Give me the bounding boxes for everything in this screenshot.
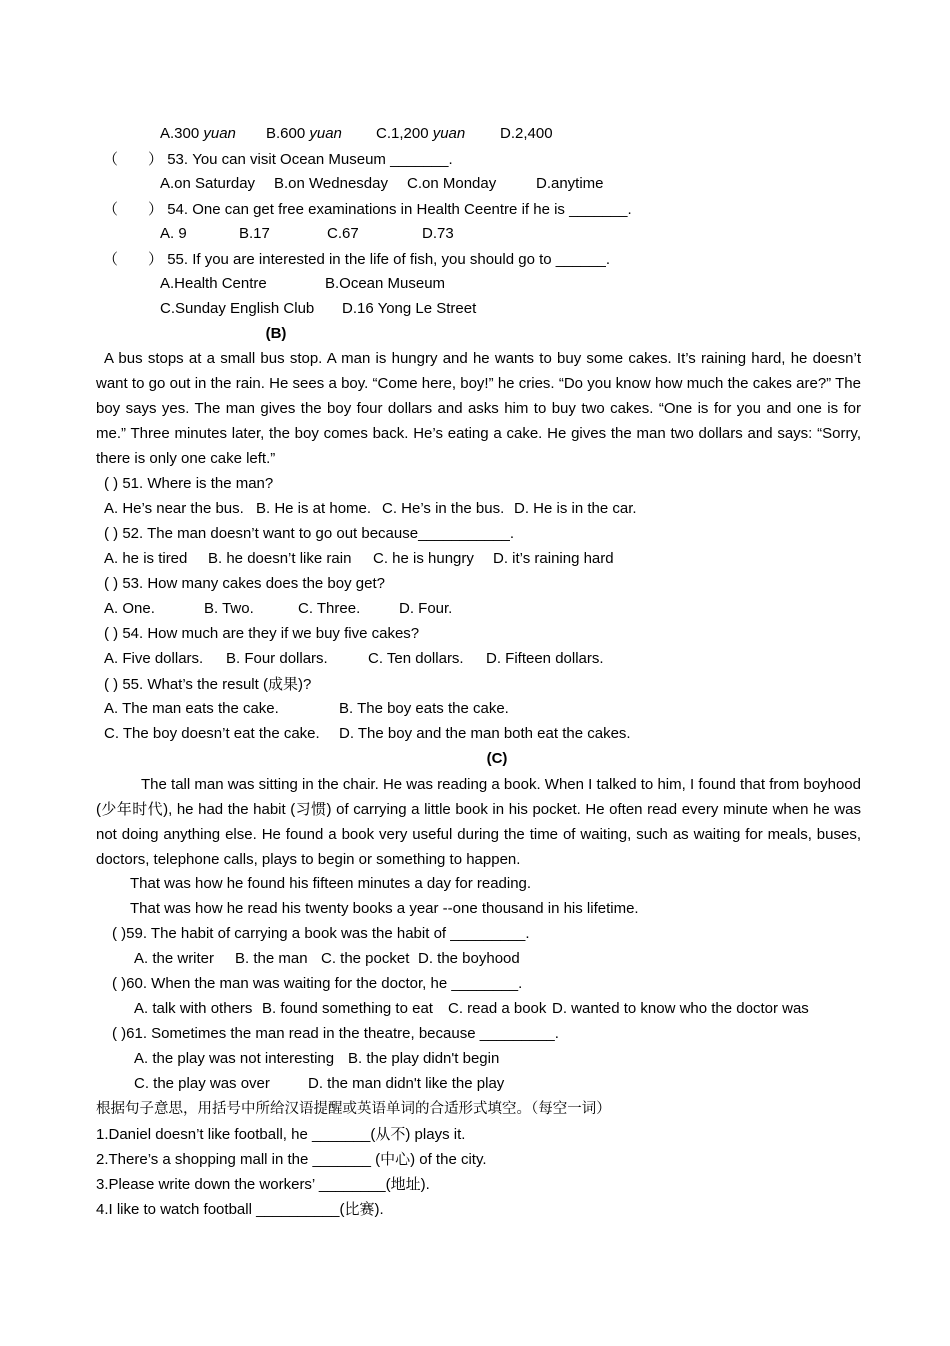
option-b: B.on Wednesday	[274, 175, 388, 192]
q53-options	[160, 174, 604, 194]
answer-paren: （ ）	[103, 200, 164, 218]
option-c: C. Ten dollars.	[368, 650, 464, 667]
option-a: A. 9	[160, 225, 187, 242]
b-q54-options	[104, 649, 604, 669]
option-d: D.anytime	[536, 175, 604, 192]
option-a: A. One.	[104, 600, 155, 617]
c-question-61: ( )61. Sometimes the man read in the theatre, because _________.	[112, 1025, 559, 1042]
option-d: D.2,400	[500, 125, 553, 142]
passage-c-paragraph-3: That was how he read his twenty books a year --one thousand in his lifetime.	[130, 900, 639, 917]
option-c: C. read a book	[448, 1000, 547, 1017]
c-q59-options	[134, 949, 520, 969]
option-b: B. found something to eat	[262, 1000, 433, 1017]
option-b: B. Two.	[204, 600, 254, 617]
passage-c-paragraph-1: The tall man was sitting in the chair. He was reading a book. When I talked to him, I found that from boyhood (少年时代), he had the habit (习惯) of carrying a little book in his pocket. He often read every minute when he was not doing anything else. He found a book very useful during the time of waiting, such as waiting for meals, buses, doctors, telephone calls, plays to begin or something to happen.	[96, 776, 861, 868]
option-d: D. Four.	[399, 600, 453, 617]
question-text: 53. You can visit Ocean Museum _______.	[167, 151, 453, 168]
option-b: B. the man	[235, 950, 308, 967]
b-question-53: ( ) 53. How many cakes does the boy get?	[104, 575, 385, 592]
option-a: A. He’s near the bus.	[104, 500, 244, 517]
c-q61-options-row2	[134, 1074, 504, 1094]
c-q60-options	[134, 999, 809, 1019]
option-d: D. He is in the car.	[514, 500, 637, 517]
q55-options-row1	[160, 274, 445, 294]
option-d: D. the man didn't like the play	[308, 1075, 505, 1092]
passage-c-paragraph-2: That was how he found his fifteen minutes a day for reading.	[130, 875, 532, 892]
b-q55-options-row1	[104, 699, 509, 719]
question-53	[103, 149, 453, 170]
b-q55-options-row2	[104, 724, 631, 744]
c-question-59: ( )59. The habit of carrying a book was the habit of _________.	[112, 925, 530, 942]
b-q53-options	[104, 599, 452, 619]
option-a: A. talk with others	[134, 1000, 253, 1017]
option-c: C.on Monday	[407, 175, 497, 192]
fill-item-4: 4.I like to watch football __________(比赛).	[96, 1200, 384, 1218]
b-q52-options	[104, 549, 614, 569]
option-d: D.16 Yong Le Street	[342, 300, 477, 317]
fill-item-2: 2.There’s a shopping mall in the _______ (中心) of the city.	[96, 1150, 487, 1168]
option-c: C. the pocket	[321, 950, 410, 967]
b-question-52: ( ) 52. The man doesn’t want to go out because___________.	[104, 525, 515, 542]
question-text: 55. If you are interested in the life of fish, you should go to ______.	[167, 251, 610, 268]
option-d: D. it’s raining hard	[493, 550, 614, 567]
option-b: B.17	[239, 225, 270, 242]
option-b: B.Ocean Museum	[325, 275, 446, 292]
option-a: A.on Saturday	[160, 175, 256, 192]
option-a: A.Health Centre	[160, 275, 267, 292]
q52-options	[160, 124, 553, 144]
question-54	[103, 199, 632, 220]
section-b-heading: (B)	[265, 325, 287, 342]
c-question-60: ( )60. When the man was waiting for the doctor, he ________.	[112, 975, 523, 992]
option-c: C. he is hungry	[373, 550, 474, 567]
option-d: D. wanted to know who the doctor was	[552, 1000, 809, 1017]
q55-options-row2	[160, 299, 476, 319]
option-b: B. He is at home.	[256, 500, 372, 517]
option-c: C. The boy doesn’t eat the cake.	[104, 725, 320, 742]
option-a: A.300 yuan	[160, 125, 236, 142]
q54-options	[160, 224, 454, 244]
option-b: B. he doesn’t like rain	[208, 550, 352, 567]
passage-b: A bus stops at a small bus stop. A man is hungry and he wants to buy some cakes. It’s raining hard, he doesn’t want to go out in the rain. He sees a boy. “Come here, boy!” he cries. “Do you know how much the cakes are?” The boy says yes. The man gives the boy four dollars and asks him to buy two cakes. “One is for you and one is for me.” Three minutes later, the boy comes back. He’s eating a cake. He gives the man two dollars and says: “Sorry, there is only one cake left.”	[96, 350, 861, 467]
option-b: B. The boy eats the cake.	[339, 700, 509, 717]
option-c: C.Sunday English Club	[160, 300, 315, 317]
question-55	[103, 249, 610, 270]
option-c: C. the play was over	[134, 1075, 270, 1092]
option-a: A. he is tired	[104, 550, 188, 567]
option-c: C. Three.	[298, 600, 361, 617]
option-a: A. The man eats the cake.	[104, 700, 279, 717]
option-b: B.600 yuan	[266, 125, 342, 142]
option-d: D. The boy and the man both eat the cakes.	[339, 725, 631, 742]
option-c: C. He’s in the bus.	[382, 500, 505, 517]
option-d: D.73	[422, 225, 454, 242]
fill-instruction: 根据句子意思，用括号中所给汉语提醒或英语单词的合适形式填空。（每空一词）	[96, 1101, 611, 1117]
question-text: 54. One can get free examinations in Health Ceentre if he is _______.	[167, 201, 632, 218]
b-q51-options	[104, 499, 637, 519]
fill-item-3: 3.Please write down the workers’ ________(地址).	[96, 1175, 430, 1193]
b-question-55: ( ) 55. What’s the result (成果)?	[104, 675, 312, 693]
option-a: A. the writer	[134, 950, 215, 967]
option-c: C.1,200 yuan	[376, 125, 466, 142]
option-d: D. Fifteen dollars.	[486, 650, 604, 667]
option-c: C.67	[327, 225, 359, 242]
option-d: D. the boyhood	[418, 950, 520, 967]
option-b: B. Four dollars.	[226, 650, 328, 667]
fill-item-1: 1.Daniel doesn’t like football, he _______(从不) plays it.	[96, 1125, 466, 1143]
b-question-51: ( ) 51. Where is the man?	[104, 475, 274, 492]
answer-paren: （ ）	[103, 250, 164, 268]
option-a: A. the play was not interesting	[134, 1050, 335, 1067]
option-b: B. the play didn't begin	[348, 1050, 500, 1067]
answer-paren: （ ）	[103, 150, 164, 168]
c-q61-options-row1	[134, 1049, 499, 1069]
b-question-54: ( ) 54. How much are they if we buy five cakes?	[104, 625, 420, 642]
section-c-heading: (C)	[486, 750, 508, 767]
option-a: A. Five dollars.	[104, 650, 204, 667]
